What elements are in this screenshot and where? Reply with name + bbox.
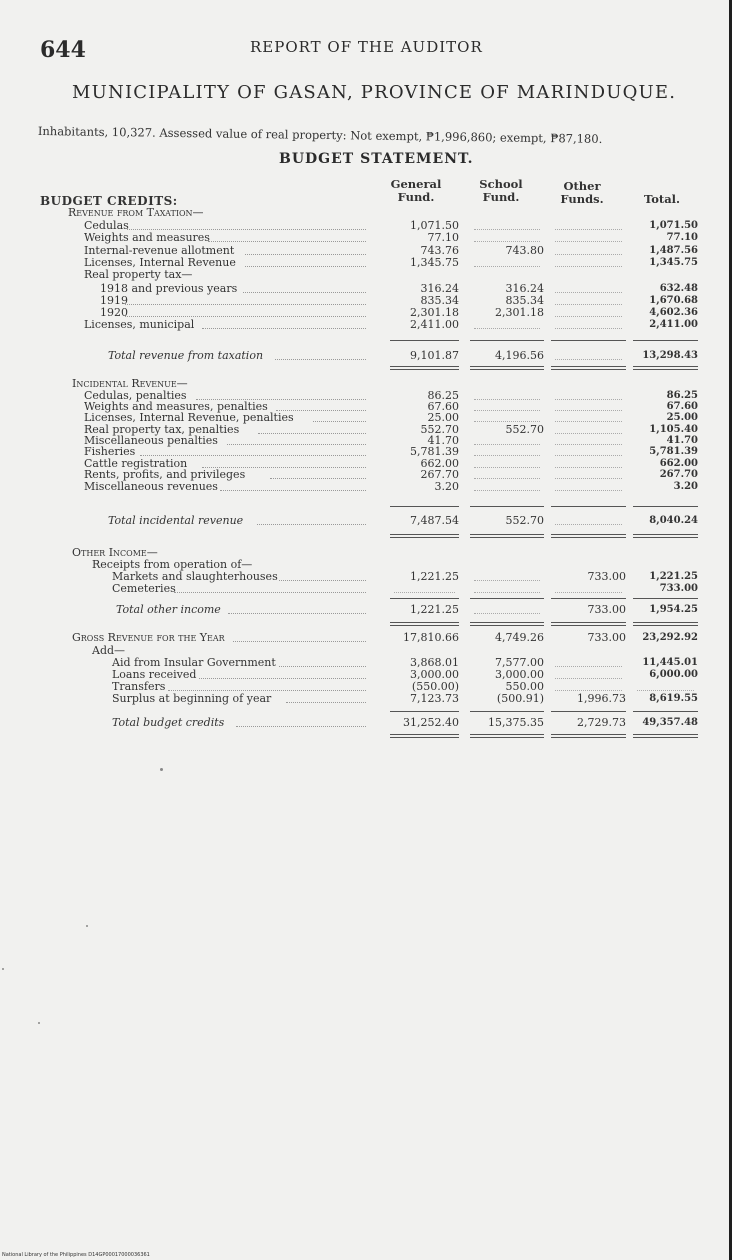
double-rule — [633, 534, 698, 538]
double-rule — [470, 366, 544, 370]
cell-other: 733.00 — [587, 603, 626, 616]
table-row — [0, 583, 732, 595]
leader-dots — [125, 304, 366, 305]
column-header-general — [381, 178, 451, 204]
sum-rule — [551, 340, 626, 341]
cell-general: 316.24 — [420, 282, 459, 295]
leader-dots — [199, 678, 366, 679]
row-label: Aid from Insular Government — [112, 656, 276, 669]
cell-total: 267.70 — [659, 469, 698, 480]
cell-total: 1,071.50 — [649, 220, 698, 231]
double-rule — [551, 534, 626, 538]
cell-other: 733.00 — [587, 631, 626, 644]
blank-cell — [555, 592, 622, 593]
row-label: Licenses, Internal Revenue — [84, 256, 236, 269]
blank-cell — [555, 304, 622, 305]
double-rule — [470, 734, 544, 738]
blank-cell — [555, 444, 622, 445]
blank-cell — [555, 410, 622, 411]
cell-general: (550.00) — [411, 680, 459, 693]
table-row — [0, 693, 732, 705]
cell-school: 552.70 — [505, 423, 544, 436]
cell-total: 77.10 — [666, 232, 698, 243]
cell-general: 2,301.18 — [410, 306, 459, 319]
double-rule — [390, 366, 459, 370]
blank-cell — [474, 490, 540, 491]
row-label: 1918 and previous years — [100, 282, 238, 295]
section-heading-other-income-label: Other Income— — [72, 546, 158, 559]
cell-school: 316.24 — [505, 282, 544, 295]
column-header-other-line2: Funds. — [560, 192, 604, 206]
row-label: Fisheries — [84, 445, 136, 458]
cell-school: 835.34 — [505, 294, 544, 307]
speck — [160, 768, 163, 771]
speck — [2, 968, 4, 970]
cell-school: (500.91) — [496, 692, 544, 705]
cell-total: 1,487.56 — [649, 245, 698, 256]
cell-total: 25.00 — [666, 412, 698, 423]
cell-total: 1,221.25 — [649, 571, 698, 582]
row-label: Loans received — [112, 668, 197, 681]
statement-title: BUDGET STATEMENT. — [279, 151, 474, 167]
cell-general: 67.60 — [427, 400, 459, 413]
leader-dots — [220, 490, 366, 491]
double-rule — [390, 734, 459, 738]
row-label: Cedulas, penalties — [84, 389, 187, 402]
double-rule — [470, 622, 544, 626]
row-label: Gross Revenue for the Year — [72, 631, 225, 644]
speck — [86, 925, 88, 927]
sum-rule — [551, 598, 626, 599]
cell-total: 8,619.55 — [649, 693, 698, 704]
cell-school: 15,375.35 — [488, 716, 544, 729]
blank-cell — [394, 592, 455, 593]
blank-cell — [474, 328, 540, 329]
row-label: Total other income — [116, 603, 221, 616]
table-row — [0, 657, 732, 669]
cell-general: 17,810.66 — [403, 631, 459, 644]
sum-rule — [390, 598, 459, 599]
table-row — [0, 669, 732, 681]
double-rule — [633, 622, 698, 626]
leader-dots — [245, 254, 366, 255]
cell-total: 632.48 — [659, 283, 698, 294]
cell-general: 25.00 — [427, 411, 459, 424]
table-row — [0, 232, 732, 244]
cell-general: 3.20 — [434, 480, 459, 493]
cell-general: 1,221.25 — [410, 570, 459, 583]
leader-dots — [313, 421, 366, 422]
cell-general: 9,101.87 — [410, 349, 459, 362]
row-label: Total incidental revenue — [108, 514, 244, 527]
sum-rule — [470, 340, 544, 341]
cell-general: 86.25 — [427, 389, 459, 402]
blank-cell — [555, 328, 622, 329]
leader-dots — [257, 524, 366, 525]
cell-general: 5,781.39 — [410, 445, 459, 458]
blank-cell — [555, 490, 622, 491]
cell-total: 1,670.68 — [649, 295, 698, 306]
row-label: 1919 — [100, 294, 128, 307]
column-header-general-line1: General — [390, 177, 442, 191]
blank-cell — [474, 592, 540, 593]
leader-dots — [127, 229, 366, 230]
cell-other: 2,729.73 — [577, 716, 626, 729]
section-heading-taxation — [0, 207, 732, 219]
sum-rule — [390, 340, 459, 341]
cell-school: 2,301.18 — [495, 306, 544, 319]
blank-cell — [555, 399, 622, 400]
blank-cell — [555, 229, 622, 230]
row-label: Surplus at beginning of year — [112, 692, 272, 705]
row-label: Real property tax— — [84, 268, 193, 281]
column-header-other-line1: Other — [563, 179, 601, 193]
blank-cell — [555, 241, 622, 242]
cell-school: 4,749.26 — [495, 631, 544, 644]
blank-cell — [474, 478, 540, 479]
cell-total: 86.25 — [666, 390, 698, 401]
cell-total: 8,040.24 — [649, 515, 698, 526]
blank-cell — [474, 266, 540, 267]
total-row-incidental — [0, 515, 732, 527]
row-label: Cedulas — [84, 219, 129, 232]
column-header-general-line2: Fund. — [397, 190, 435, 204]
grand-total-row — [0, 717, 732, 729]
blank-cell — [555, 666, 622, 667]
cell-total: 11,445.01 — [642, 657, 698, 668]
cell-general: 7,487.54 — [410, 514, 459, 527]
blank-cell — [555, 292, 622, 293]
cell-general: 267.70 — [420, 468, 459, 481]
blank-cell — [555, 524, 622, 525]
blank-cell — [474, 229, 540, 230]
sum-rule — [633, 598, 698, 599]
receipts-subheading-label: Receipts from operation of— — [92, 558, 253, 571]
sum-rule — [633, 340, 698, 341]
blank-cell — [474, 410, 540, 411]
inhabitants-line: Inhabitants, 10,327. Assessed value of real property: Not exempt, ₱1,996,860; exempt, ₱87,180. — [37, 124, 603, 146]
row-label: Real property tax, penalties — [84, 423, 240, 436]
page-number: 644 — [40, 37, 86, 63]
leader-dots — [279, 580, 366, 581]
blank-cell — [474, 399, 540, 400]
budget-credits-heading: BUDGET CREDITS: — [40, 194, 178, 208]
double-rule — [390, 622, 459, 626]
cell-total: 13,298.43 — [642, 350, 698, 361]
blank-cell — [474, 613, 540, 614]
leader-dots — [168, 690, 366, 691]
leader-dots — [125, 316, 366, 317]
cell-total: 23,292.92 — [642, 632, 698, 643]
blank-cell — [637, 690, 694, 691]
leader-dots — [258, 433, 366, 434]
column-header-other — [549, 180, 615, 206]
leader-dots — [202, 328, 366, 329]
leader-dots — [140, 455, 366, 456]
blank-cell — [555, 455, 622, 456]
total-row-other-income — [0, 604, 732, 616]
row-label: Rents, profits, and privileges — [84, 468, 246, 481]
row-label: Miscellaneous penalties — [84, 434, 218, 447]
double-rule — [551, 366, 626, 370]
row-label: Weights and measures, penalties — [84, 400, 268, 413]
footer-credit: National Library of the Philippines D14GP00017000036361 — [2, 1252, 150, 1258]
leader-dots — [275, 359, 366, 360]
leader-dots — [243, 292, 366, 293]
row-label: Cattle registration — [84, 457, 188, 470]
column-header-school — [466, 178, 536, 204]
row-label: Transfers — [112, 680, 166, 693]
double-rule — [470, 534, 544, 538]
leader-dots — [270, 478, 366, 479]
blank-cell — [474, 241, 540, 242]
blank-cell — [555, 678, 622, 679]
blank-cell — [555, 467, 622, 468]
sum-rule — [470, 598, 544, 599]
cell-school: 743.80 — [505, 244, 544, 257]
cell-general: 662.00 — [420, 457, 459, 470]
blank-cell — [474, 467, 540, 468]
sum-rule — [551, 506, 626, 507]
column-header-total: Total. — [643, 192, 681, 206]
table-row — [0, 571, 732, 583]
sum-rule — [390, 506, 459, 507]
cell-general: 1,221.25 — [410, 603, 459, 616]
table-row — [0, 481, 732, 493]
sum-rule — [633, 711, 698, 712]
leader-dots — [174, 592, 366, 593]
document-title: MUNICIPALITY OF GASAN, PROVINCE OF MARINDUQUE. — [72, 82, 677, 103]
row-label: Markets and slaughterhouses — [112, 570, 278, 583]
leader-dots — [286, 702, 366, 703]
speck — [38, 1022, 40, 1024]
double-rule — [633, 734, 698, 738]
section-heading-taxation-label: Revenue from Taxation— — [68, 206, 204, 219]
blank-cell — [555, 266, 622, 267]
column-header-school-line1: School — [479, 177, 523, 191]
table-row — [0, 269, 732, 281]
cell-general: 835.34 — [420, 294, 459, 307]
add-heading-label: Add— — [92, 644, 126, 657]
cell-other: 1,996.73 — [577, 692, 626, 705]
double-rule — [551, 622, 626, 626]
row-label: Cemeteries — [112, 582, 176, 595]
blank-cell — [555, 316, 622, 317]
cell-total: 1,954.25 — [649, 604, 698, 615]
cell-total: 5,781.39 — [649, 446, 698, 457]
cell-general: 1,345.75 — [410, 256, 459, 269]
column-header-school-line2: Fund. — [482, 190, 520, 204]
row-label: Total budget credits — [112, 716, 225, 729]
cell-general: 41.70 — [427, 434, 459, 447]
cell-total: 662.00 — [659, 458, 698, 469]
add-heading — [0, 645, 732, 657]
cell-general: 3,000.00 — [410, 668, 459, 681]
cell-total: 6,000.00 — [649, 669, 698, 680]
row-label: Weights and measures — [84, 231, 210, 244]
blank-cell — [555, 359, 622, 360]
cell-school: 7,577.00 — [495, 656, 544, 669]
row-label: Miscellaneous revenues — [84, 480, 218, 493]
sum-rule — [390, 711, 459, 712]
blank-cell — [474, 580, 540, 581]
cell-other: 733.00 — [587, 570, 626, 583]
sum-rule — [470, 711, 544, 712]
section-heading-incidental-label: Incidental Revenue— — [72, 377, 188, 390]
cell-general: 7,123.73 — [410, 692, 459, 705]
blank-cell — [474, 455, 540, 456]
cell-total: 67.60 — [666, 401, 698, 412]
leader-dots — [279, 666, 366, 667]
cell-total: 3.20 — [673, 481, 698, 492]
blank-cell — [555, 421, 622, 422]
cell-general: 77.10 — [427, 231, 459, 244]
cell-school: 4,196.56 — [495, 349, 544, 362]
table-row — [0, 319, 732, 331]
cell-total: 733.00 — [659, 583, 698, 594]
leader-dots — [228, 613, 366, 614]
blank-cell — [474, 444, 540, 445]
cell-total: 2,411.00 — [649, 319, 698, 330]
cell-total: 49,357.48 — [642, 717, 698, 728]
row-label: 1920 — [100, 306, 128, 319]
cell-school: 3,000.00 — [495, 668, 544, 681]
leader-dots — [208, 241, 366, 242]
blank-cell — [555, 254, 622, 255]
row-label: Licenses, Internal Revenue, penalties — [84, 411, 294, 424]
sum-rule — [470, 506, 544, 507]
double-rule — [551, 734, 626, 738]
cell-total: 1,105.40 — [649, 424, 698, 435]
double-rule — [633, 366, 698, 370]
leader-dots — [233, 641, 366, 642]
cell-general: 1,071.50 — [410, 219, 459, 232]
cell-general: 552.70 — [420, 423, 459, 436]
leader-dots — [245, 266, 366, 267]
running-head: REPORT OF THE AUDITOR — [250, 38, 483, 56]
blank-cell — [555, 690, 622, 691]
total-row-taxation — [0, 350, 732, 362]
sum-rule — [551, 711, 626, 712]
row-label: Licenses, municipal — [84, 318, 195, 331]
row-label: Internal-revenue allotment — [84, 244, 235, 257]
leader-dots — [227, 444, 366, 445]
gross-revenue-row — [0, 632, 732, 644]
row-label: Total revenue from taxation — [108, 349, 264, 362]
blank-cell — [555, 433, 622, 434]
cell-total: 4,602.36 — [649, 307, 698, 318]
cell-school: 550.00 — [505, 680, 544, 693]
cell-general: 31,252.40 — [403, 716, 459, 729]
leader-dots — [236, 726, 366, 727]
cell-school: 552.70 — [505, 514, 544, 527]
double-rule — [390, 534, 459, 538]
cell-general: 2,411.00 — [410, 318, 459, 331]
cell-general: 3,868.01 — [410, 656, 459, 669]
blank-cell — [555, 478, 622, 479]
cell-total: 41.70 — [666, 435, 698, 446]
blank-cell — [474, 421, 540, 422]
sum-rule — [633, 506, 698, 507]
cell-total: 1,345.75 — [649, 257, 698, 268]
cell-general: 743.76 — [420, 244, 459, 257]
